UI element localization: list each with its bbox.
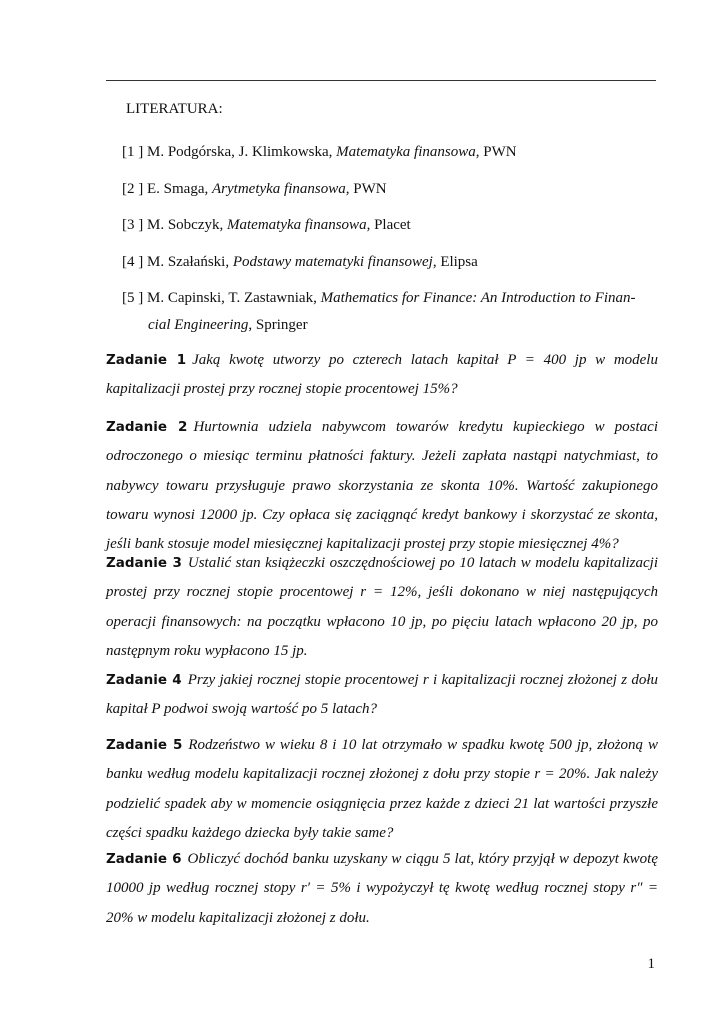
reference-authors: M. Szałański, [147,254,230,270]
reference-title: Mathematics for Finance: An Introduction to Finan- [320,290,636,306]
reference-publisher: , PWN [475,144,517,160]
task-label: Zadanie 3 [106,555,182,571]
task-text: Jaką kwotę utworzy po czterech latach kapitał P = 400 jp w modelu kapitalizacji prostej przy rocznej stopie procentowej 15%? [106,352,658,398]
reference-title-continued: cial Engineering [148,317,249,333]
task-label: Zadanie 2 [106,419,188,435]
reference-item [122,177,658,201]
task-text: Hurtownia udziela nabywcom towarów kredytu kupieckiego w postaci odroczonego o miesiąc terminu płatności faktury. Jeżeli zapłata nastąpi natychmiast, to nabywcy towaru przysługuje prawo skorzystania ze skonta 10%. Wartość zakupionego towaru wynosi 12000 jp. Czy opłaca się zaciągnąć kredyt bankowy i skorzystać ze skonta, jeśli bank stosuje model miesięcznej kapitalizacji prostej przy stopie miesięcznej 4%? [106,419,658,553]
reference-number: [1 ] [122,144,144,160]
reference-number: [2 ] [122,181,144,197]
reference-title: Matematyka finansowa [336,144,476,160]
task-label: Zadanie 4 [106,672,182,688]
task-text: Obliczyć dochód banku uzyskany w ciągu 5 lat, który przyjął w depozyt kwotę 10000 jp według rocznej stopy r′ = 5% i wypożyczył tę kwotę według rocznej stopy r″ = 20% w modelu kapitalizacji złożonej z dołu. [106,851,658,926]
task-text: Rodzeństwo w wieku 8 i 10 lat otrzymało w spadku kwotę 500 jp, złożoną w banku według modelu kapitalizacji rocznej złożonej z dołu przy stopie r = 20%. Jak należy podzielić spadek aby w momencie osiągnięcia przez każde z dzieci 21 lat wartości przyszłe części spadku każdego dziecka były takie same? [106,737,658,841]
task-2 [106,413,658,559]
reference-item [122,213,658,237]
task-6 [106,845,658,933]
reference-number: [3 ] [122,217,144,233]
task-1 [106,346,658,405]
reference-number: [4 ] [122,254,144,270]
task-5 [106,731,658,848]
reference-title: Podstawy matematyki finansowej [232,254,433,270]
reference-item [122,250,658,274]
task-text: Przy jakiej rocznej stopie procentowej r i kapitalizacji rocznej złożonej z dołu kapitał P podwoi swoją wartość po 5 latach? [106,672,658,718]
reference-title: Arytmetyka finansowa [212,181,346,197]
reference-authors: M. Podgórska, J. Klimkowska, [147,144,333,160]
task-label: Zadanie 6 [106,851,182,867]
reference-authors: M. Sobczyk, [147,217,224,233]
reference-item [122,286,658,337]
reference-publisher: , Placet [366,217,411,233]
reference-publisher: , Elipsa [432,254,478,270]
reference-authors: E. Smaga, [147,181,209,197]
reference-number: [5 ] [122,290,144,306]
page-number: 1 [647,956,655,972]
reference-authors: M. Capinski, T. Zastawniak, [147,290,317,306]
reference-publisher: , Springer [248,317,308,333]
task-4 [106,666,658,725]
task-label: Zadanie 5 [106,737,183,753]
reference-item [122,140,658,164]
task-label: Zadanie 1 [106,352,187,368]
header-rule [106,80,656,81]
reference-publisher: , PWN [345,181,387,197]
task-3 [106,549,658,666]
reference-title: Matematyka finansowa [227,217,367,233]
task-text: Ustalić stan książeczki oszczędnościowej po 10 latach w modelu kapitalizacji prostej przy rocznej stopie procentowej r = 12%, jeśli dokonano w niej następujących operacji finansowych: na początku wpłacono 10 jp, po pięciu latach wpłacono 20 jp, po następnym roku wypłacono 15 jp. [106,555,658,659]
literature-title: LITERATURA: [126,101,223,117]
